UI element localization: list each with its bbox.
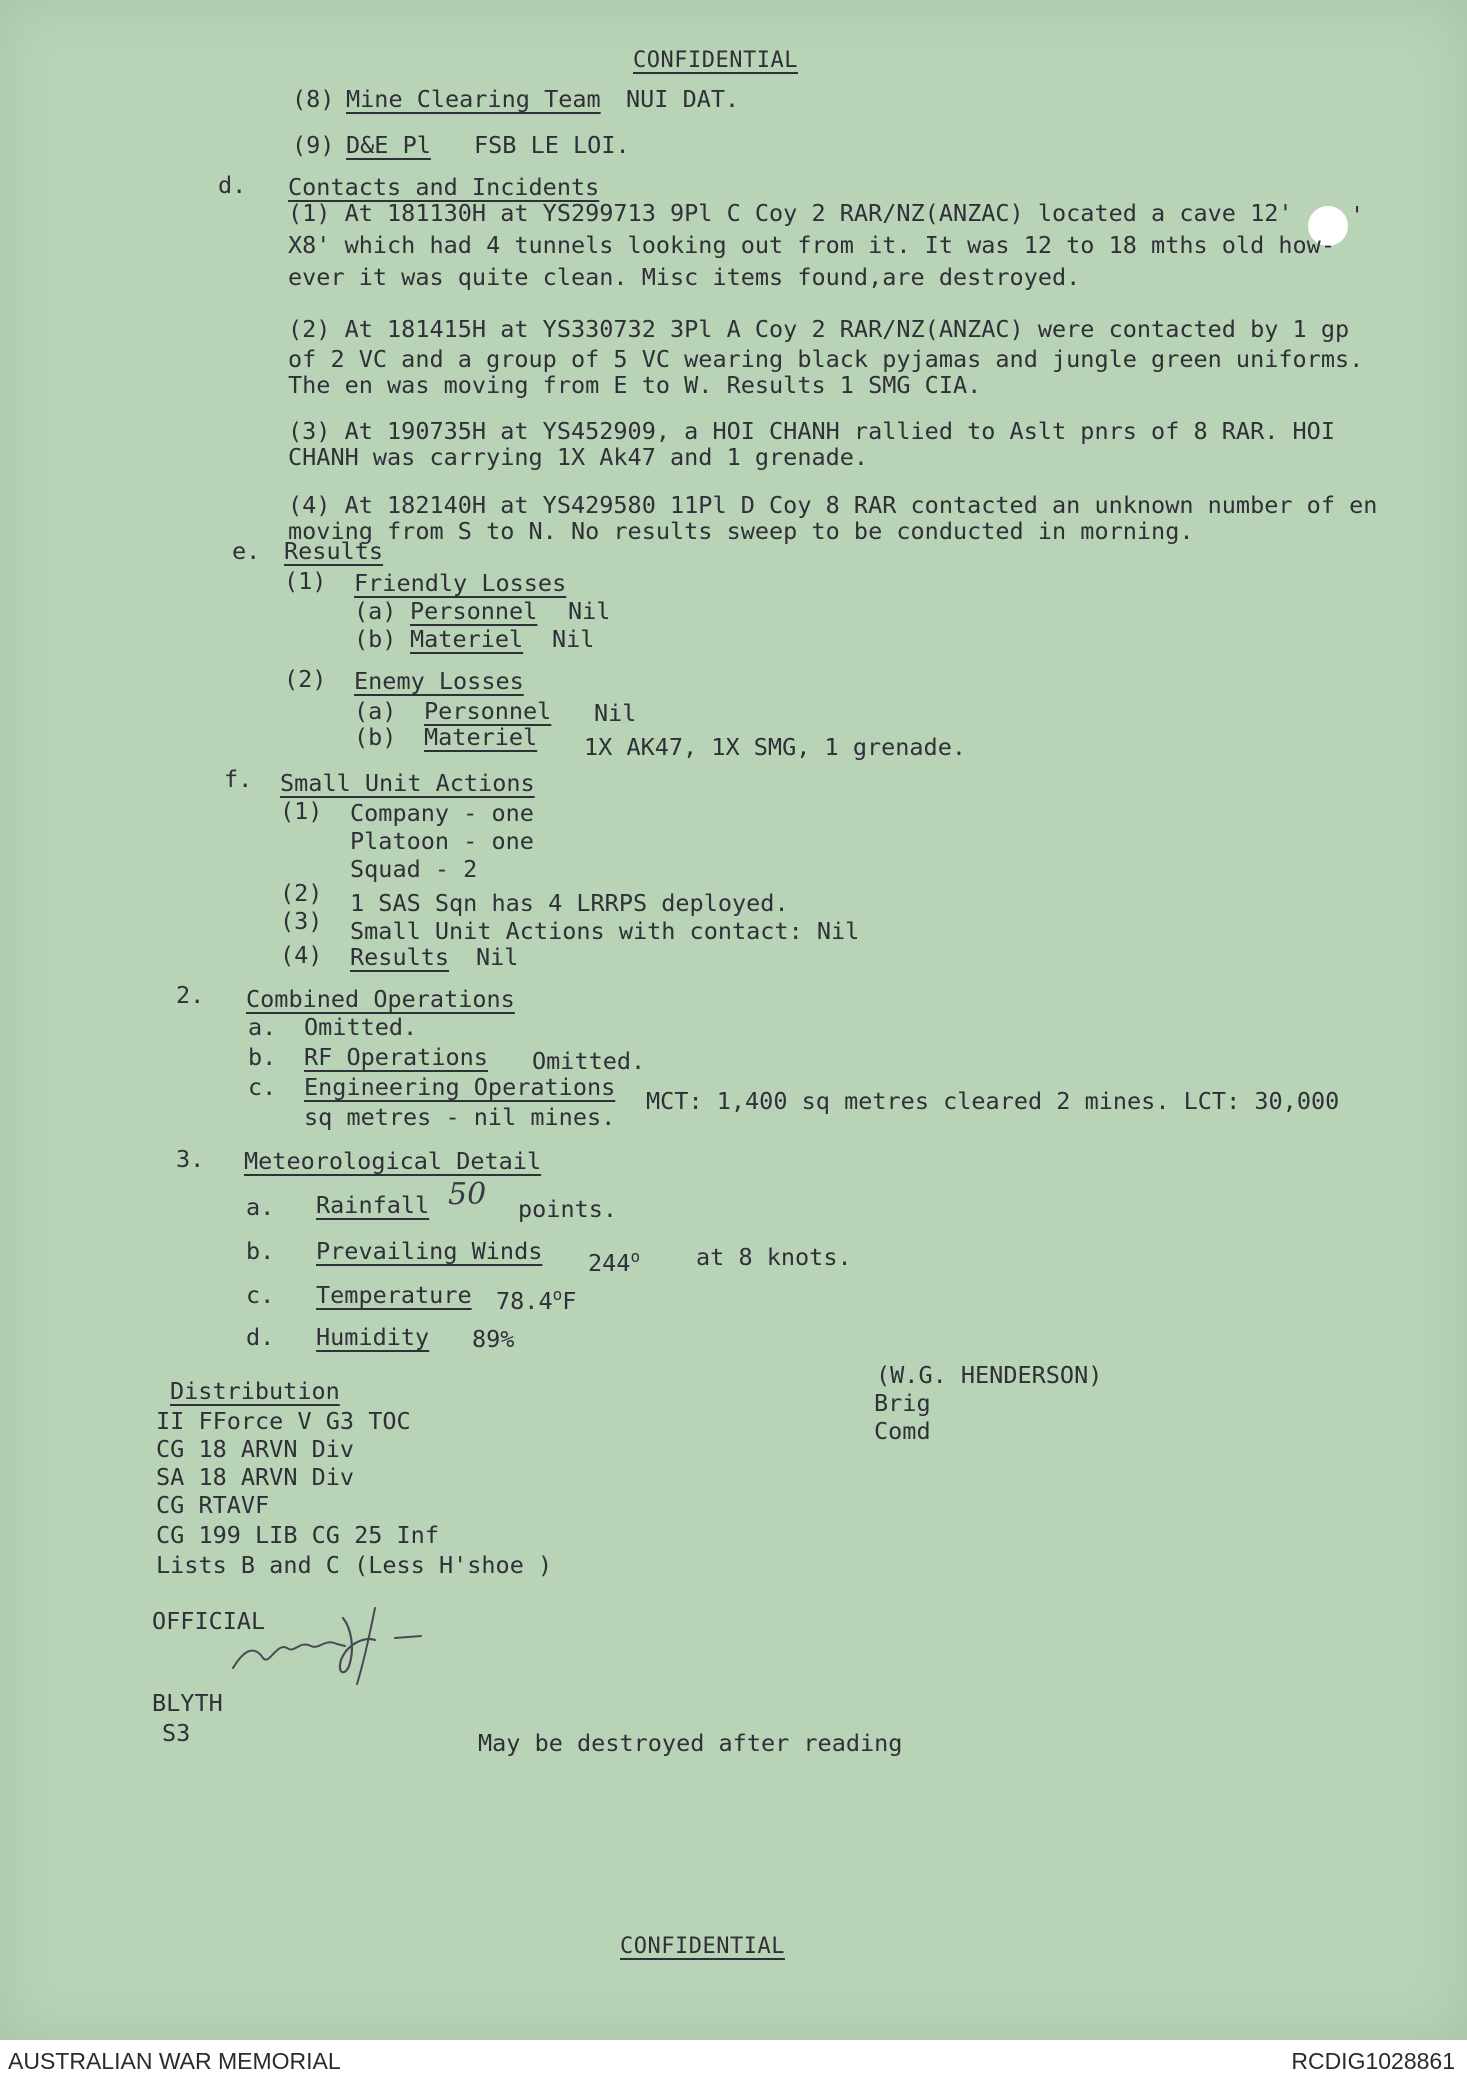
- humidity-label: Humidity: [316, 1323, 430, 1351]
- enemy-losses-label: Enemy Losses: [354, 667, 524, 695]
- classification-header: CONFIDENTIAL: [633, 48, 798, 73]
- distribution-line: II FForce V G3 TOC: [156, 1407, 411, 1435]
- contact-2-line-2: of 2 VC and a group of 5 VC wearing black pyjamas and jungle green uniforms.: [288, 345, 1364, 373]
- temperature-label: Temperature: [316, 1281, 472, 1309]
- temperature-number: 78.4: [496, 1286, 553, 1315]
- squad-count: Squad - 2: [350, 855, 478, 883]
- archive-reference-number: RCDIG1028861: [1291, 2048, 1455, 2074]
- engineering-operations-text-2: sq metres - nil mines.: [304, 1103, 616, 1131]
- friendly-personnel-label: Personnel: [410, 597, 538, 625]
- section-d-heading: Contacts and Incidents: [288, 173, 600, 201]
- platoon-count: Platoon - one: [350, 827, 534, 855]
- official-label: OFFICIAL: [152, 1607, 266, 1635]
- distribution-line: CG 199 LIB CG 25 Inf: [156, 1521, 439, 1549]
- distribution-line: CG RTAVF: [156, 1491, 270, 1519]
- rf-operations-label: RF Operations: [304, 1043, 488, 1071]
- friendly-materiel-label: Materiel: [410, 625, 524, 653]
- rainfall-unit: points.: [518, 1195, 618, 1223]
- contact-3-line-2: CHANH was carrying 1X Ak47 and 1 grenade.: [288, 443, 869, 471]
- temperature-degree-symbol: o: [552, 1285, 563, 1304]
- winds-direction: [588, 1242, 640, 1278]
- enemy-personnel-label: Personnel: [424, 697, 552, 725]
- section-d-letter: d.: [218, 171, 247, 199]
- small-unit-item-1-number: (1): [280, 797, 323, 825]
- rf-operations-text: Omitted.: [532, 1047, 646, 1075]
- company-count: Company - one: [350, 799, 534, 827]
- winds-label: Prevailing Winds: [316, 1237, 543, 1265]
- engineering-operations-label: Engineering Operations: [304, 1073, 616, 1101]
- item-8-label: Mine Clearing Team: [346, 85, 601, 113]
- contact-1-line-1: (1) At 181130H at YS299713 9Pl C Coy 2 RAR/NZ(ANZAC) located a cave 12': [288, 199, 1293, 227]
- contact-1-line-2: X8' which had 4 tunnels looking out from it. It was 12 to 18 mths old how-: [288, 231, 1335, 259]
- rainfall-handwritten-value: 50: [448, 1177, 487, 1212]
- distribution-line: SA 18 ARVN Div: [156, 1463, 355, 1491]
- enemy-losses-number: (2): [284, 665, 327, 693]
- actions-with-contact: Small Unit Actions with contact: Nil: [350, 917, 860, 945]
- humidity-value: 89%: [472, 1325, 515, 1353]
- section-e-letter: e.: [232, 537, 261, 565]
- signatory-appointment: Comd: [874, 1417, 931, 1445]
- contact-3-line-1: (3) At 190735H at YS452909, a HOI CHANH rallied to Aslt pnrs of 8 RAR. HOI: [288, 417, 1335, 445]
- section-f-heading: Small Unit Actions: [280, 769, 535, 797]
- rainfall-letter: a.: [246, 1193, 275, 1221]
- enemy-materiel-value: 1X AK47, 1X SMG, 1 grenade.: [584, 733, 967, 761]
- engineering-operations-text-1: MCT: 1,400 sq metres cleared 2 mines. LCT: 30,000: [646, 1087, 1340, 1115]
- temperature-value: [496, 1280, 576, 1316]
- destroy-after-reading-note: May be destroyed after reading: [478, 1729, 903, 1757]
- friendly-losses-number: (1): [284, 567, 327, 595]
- handwritten-signature: [225, 1588, 545, 1688]
- official-name: BLYTH: [152, 1689, 223, 1717]
- section-2a-text: Omitted.: [304, 1013, 418, 1041]
- section-2b-letter: b.: [248, 1043, 277, 1071]
- section-2a-letter: a.: [248, 1013, 277, 1041]
- contact-4-line-2: moving from S to N. No results sweep to be conducted in morning.: [288, 517, 1194, 545]
- small-unit-item-2-number: (2): [280, 879, 323, 907]
- distribution-heading: Distribution: [170, 1377, 340, 1405]
- section-f-letter: f.: [224, 765, 253, 793]
- humidity-letter: d.: [246, 1323, 275, 1351]
- friendly-personnel-letter: (a): [354, 597, 397, 625]
- contact-1-line-1-end: ': [1350, 201, 1365, 229]
- small-unit-results-value: Nil: [476, 943, 519, 971]
- friendly-personnel-value: Nil: [568, 597, 611, 625]
- temperature-unit: F: [562, 1286, 577, 1315]
- item-9-label: D&E Pl: [346, 131, 431, 159]
- item-9-text: FSB LE LOI.: [474, 131, 630, 159]
- sas-deployment: 1 SAS Sqn has 4 LRRPS deployed.: [350, 889, 789, 917]
- archive-source-label: AUSTRALIAN WAR MEMORIAL: [8, 2048, 341, 2074]
- friendly-materiel-value: Nil: [552, 625, 595, 653]
- small-unit-item-4-number: (4): [280, 941, 323, 969]
- section-3-number: 3.: [176, 1145, 205, 1173]
- contact-2-line-1: (2) At 181415H at YS330732 3Pl A Coy 2 RAR/NZ(ANZAC) were contacted by 1 gp: [288, 315, 1350, 343]
- section-2-heading: Combined Operations: [246, 985, 515, 1013]
- item-8-number: (8): [292, 85, 335, 113]
- temperature-letter: c.: [246, 1281, 275, 1309]
- signatory-rank: Brig: [874, 1389, 931, 1417]
- winds-letter: b.: [246, 1237, 275, 1265]
- enemy-materiel-letter: (b): [354, 723, 397, 751]
- friendly-losses-label: Friendly Losses: [354, 569, 567, 597]
- item-9-number: (9): [292, 131, 335, 159]
- section-2-number: 2.: [176, 981, 205, 1009]
- small-unit-item-3-number: (3): [280, 907, 323, 935]
- distribution-line: CG 18 ARVN Div: [156, 1435, 355, 1463]
- signatory-name: (W.G. HENDERSON): [876, 1361, 1103, 1389]
- winds-speed: at 8 knots.: [696, 1243, 852, 1271]
- section-3-heading: Meteorological Detail: [244, 1147, 542, 1175]
- contact-2-line-3: The en was moving from E to W. Results 1 SMG CIA.: [288, 371, 982, 399]
- friendly-materiel-letter: (b): [354, 625, 397, 653]
- contact-1-line-3: ever it was quite clean. Misc items found,are destroyed.: [288, 263, 1081, 291]
- classification-footer: CONFIDENTIAL: [620, 1934, 785, 1959]
- official-appointment: S3: [162, 1719, 191, 1747]
- enemy-materiel-label: Materiel: [424, 723, 538, 751]
- winds-direction-value: 244: [588, 1248, 631, 1277]
- enemy-personnel-letter: (a): [354, 697, 397, 725]
- item-8-text: NUI DAT.: [626, 85, 740, 113]
- contact-4-line-1: (4) At 182140H at YS429580 11Pl D Coy 8 RAR contacted an unknown number of en: [288, 491, 1378, 519]
- section-e-heading: Results: [284, 537, 384, 565]
- small-unit-results-label: Results: [350, 943, 450, 971]
- distribution-line: Lists B and C (Less H'shoe ): [156, 1551, 553, 1579]
- rainfall-label: Rainfall: [316, 1191, 430, 1219]
- enemy-personnel-value: Nil: [594, 699, 637, 727]
- section-2c-letter: c.: [248, 1073, 277, 1101]
- winds-degree-symbol: o: [630, 1247, 641, 1266]
